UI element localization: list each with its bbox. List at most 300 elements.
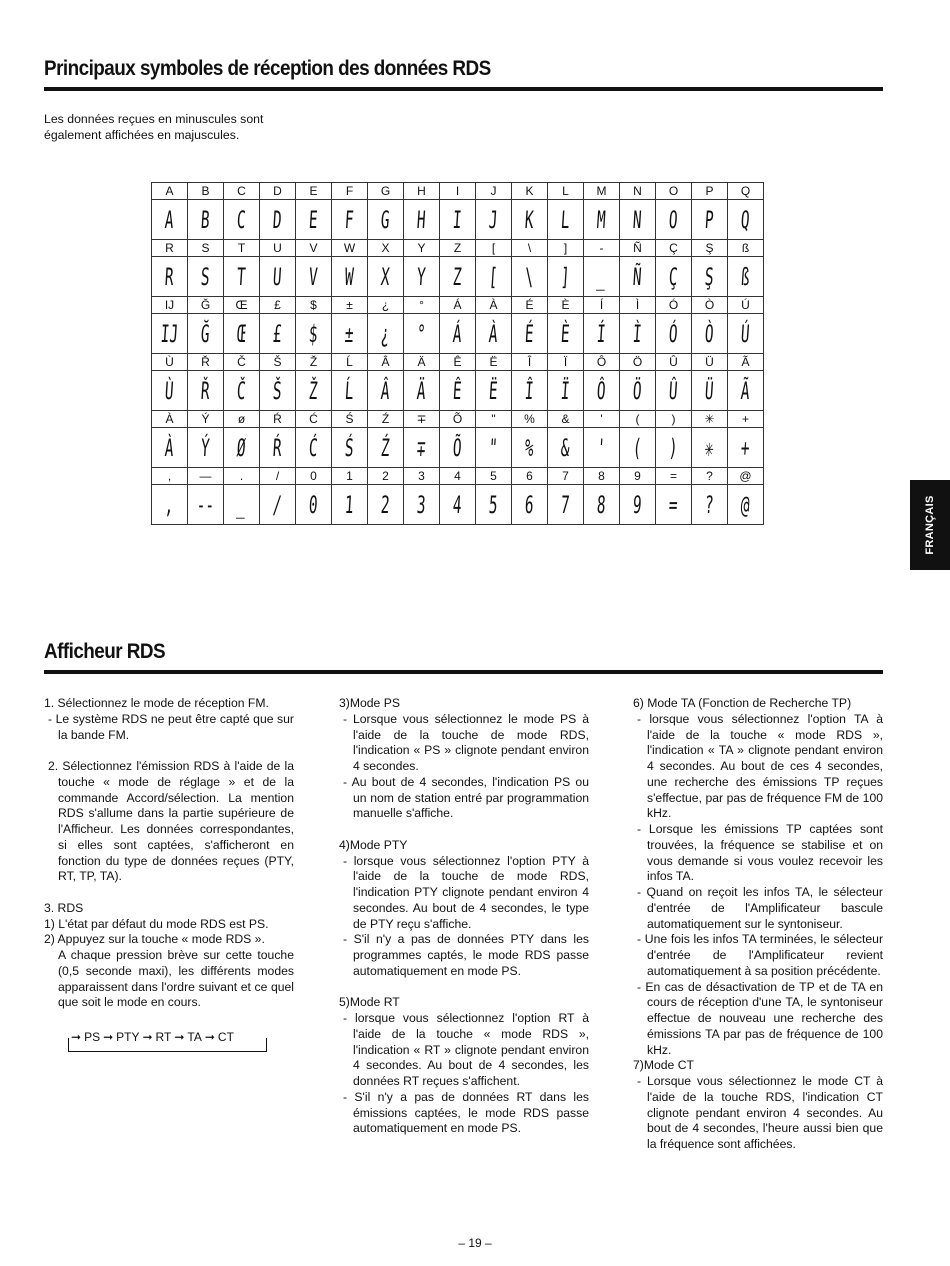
arrow-icon: ➞ <box>103 1030 114 1044</box>
segment-glyph: Ý <box>200 433 211 462</box>
segment-cell <box>296 485 332 525</box>
segment-glyph: X <box>380 262 391 291</box>
segment-cell <box>260 371 296 411</box>
paragraph: 7)Mode CT <box>633 1058 694 1073</box>
segment-cell <box>440 314 476 354</box>
segment-cell <box>440 428 476 468</box>
spacer <box>44 743 294 759</box>
char-label: Ş <box>692 240 728 257</box>
spacer <box>44 885 294 901</box>
segment-cell <box>152 314 188 354</box>
char-label: Ř <box>188 354 224 371</box>
segment-glyph: % <box>524 433 535 462</box>
segment-glyph: G <box>380 205 391 234</box>
segment-glyph: ✳ <box>704 433 715 462</box>
char-label: B <box>188 183 224 200</box>
char-segment-row <box>152 314 764 354</box>
segment-glyph: Ö <box>632 376 643 405</box>
segment-cell <box>152 428 188 468</box>
segment-cell <box>512 485 548 525</box>
segment-glyph: 9 <box>632 490 643 519</box>
segment-glyph: 7 <box>560 490 571 519</box>
paragraph: 4)Mode PTY <box>339 837 408 852</box>
paragraph: 3. RDS <box>44 900 84 915</box>
segment-cell <box>584 485 620 525</box>
segment-cell <box>404 314 440 354</box>
segment-glyph: 0 <box>308 490 319 519</box>
segment-glyph: È <box>560 319 571 348</box>
segment-glyph: Y <box>416 262 427 291</box>
section1-title: Principaux symboles de réception des données RDS <box>44 57 491 80</box>
segment-glyph: Œ <box>236 319 247 348</box>
segment-glyph: Ü <box>704 376 715 405</box>
char-label: 0 <box>296 468 332 485</box>
segment-glyph: V <box>308 262 319 291</box>
segment-glyph: IJ <box>159 319 180 348</box>
segment-glyph: Ô <box>596 376 607 405</box>
paragraph: - S'il n'y a pas de données RT dans les émissions captées, le mode RDS passe automatiquement en mode PS. <box>343 1089 589 1136</box>
arrow-icon: ➞ <box>142 1030 153 1044</box>
segment-glyph: P <box>704 205 715 234</box>
char-label: P <box>692 183 728 200</box>
char-label: Ź <box>368 411 404 428</box>
segment-glyph: Ĺ <box>344 376 355 405</box>
segment-cell <box>656 485 692 525</box>
paragraph: - Une fois les infos TA terminées, le sélecteur d'entrée de l'Amplificateur revient automatiquement à sa position précédente. <box>637 932 883 978</box>
char-segment-row <box>152 371 764 411</box>
paragraph: 3)Mode PS <box>339 696 400 710</box>
segment-glyph: ¿ <box>380 319 391 348</box>
char-label: Ç <box>656 240 692 257</box>
section1-intro <box>44 111 263 143</box>
segment-glyph: Ŕ <box>272 433 283 462</box>
segment-cell <box>584 200 620 240</box>
segment-cell <box>620 314 656 354</box>
segment-glyph: À <box>488 319 499 348</box>
segment-glyph: ' <box>596 433 607 462</box>
segment-cell <box>224 485 260 525</box>
char-label: ß <box>728 240 764 257</box>
segment-cell <box>260 428 296 468</box>
segment-cell <box>188 428 224 468</box>
segment-glyph: R <box>164 262 175 291</box>
char-label: ? <box>692 468 728 485</box>
segment-cell <box>260 200 296 240</box>
paragraph: 2) Appuyez sur la touche « mode RDS ». <box>44 932 265 947</box>
char-label: ] <box>548 240 584 257</box>
segment-cell <box>188 485 224 525</box>
paragraph: - lorsque vous sélectionnez l'option PTY à l'aide de la touche de mode RDS, l'indication PTY clignote pendant environ 4 secondes. Au bout de 4 secondes, le type de PTY reçu s'affiche. <box>343 853 589 931</box>
segment-glyph: I <box>452 205 463 234</box>
segment-glyph: Ã <box>740 376 751 405</box>
segment-cell <box>188 257 224 297</box>
segment-cell <box>728 428 764 468</box>
mode-item: PTY <box>116 1030 140 1044</box>
segment-cell <box>548 371 584 411</box>
segment-cell <box>296 257 332 297</box>
char-label: Q <box>728 183 764 200</box>
segment-cell <box>512 314 548 354</box>
segment-cell <box>584 257 620 297</box>
segment-glyph: @ <box>740 490 751 519</box>
char-label: Ś <box>332 411 368 428</box>
paragraph: 1) L'état par défaut du mode RDS est PS. <box>44 916 269 931</box>
char-segment-row <box>152 428 764 468</box>
char-label: — <box>188 468 224 485</box>
char-label: Ì <box>620 297 656 314</box>
segment-glyph: = <box>668 490 679 519</box>
segment-glyph: J <box>488 205 499 234</box>
segment-cell <box>584 428 620 468</box>
segment-cell <box>260 485 296 525</box>
segment-cell <box>332 257 368 297</box>
char-label: S <box>188 240 224 257</box>
rds-mode-cycle-diagram <box>68 1030 268 1052</box>
paragraph: - Quand on reçoit les infos TA, le sélecteur d'entrée de l'Amplificateur bascule automatiquement sur le syntoniseur. <box>637 885 883 931</box>
segment-glyph: [ <box>488 262 499 291</box>
segment-glyph: Ž <box>308 376 319 405</box>
cycle-line-bottom <box>68 1051 267 1052</box>
char-label: 9 <box>620 468 656 485</box>
char-label: ° <box>404 297 440 314</box>
segment-glyph: B <box>200 205 211 234</box>
intro-line: également affichées en majuscules. <box>44 128 240 142</box>
char-label: D <box>260 183 296 200</box>
paragraph: 5)Mode RT <box>339 995 400 1010</box>
segment-glyph: Ć <box>308 433 319 462</box>
paragraph: - S'il n'y a pas de données PTY dans les programmes captés, le mode RDS passe automatiquement en mode PS. <box>343 932 589 978</box>
segment-glyph: + <box>740 433 751 462</box>
intro-line: Les données reçues en minuscules sont <box>44 112 264 126</box>
char-label: Ö <box>620 354 656 371</box>
segment-cell <box>368 314 404 354</box>
char-label-row <box>152 240 764 257</box>
segment-glyph: _ <box>596 262 607 291</box>
char-label: " <box>476 411 512 428</box>
segment-cell <box>656 371 692 411</box>
segment-cell <box>692 371 728 411</box>
segment-glyph: E <box>308 205 319 234</box>
segment-cell <box>152 485 188 525</box>
paragraph: - En cas de désactivation de TP et de TA en cours de réception d'une TA, le syntoniseur effectue de nouveau une recherche des émissions TA par pas de fréquence de 100 kHz. <box>637 979 883 1057</box>
segment-glyph: \ <box>524 262 535 291</box>
segment-glyph: U <box>272 262 283 291</box>
char-label-row <box>152 411 764 428</box>
segment-glyph: Í <box>596 319 607 348</box>
segment-glyph: _ <box>236 490 247 519</box>
segment-glyph: Ë <box>488 376 499 405</box>
paragraph: - Lorsque vous sélectionnez le mode PS à l'aide de la touche de mode RDS, l'indication « PS » clignote pendant environ 4 secondes. <box>343 711 589 773</box>
segment-cell <box>368 257 404 297</box>
paragraph: - lorsque vous sélectionnez l'option TA à l'aide de la touche « mode RDS », l'indication « TA » clignote pendant environ 4 secondes. Au bout de ces 4 secondes, une recherche des émissions TP reçues s'effectue, par pas de fréquence FM de 100 kHz. <box>637 711 883 821</box>
segment-cell <box>476 200 512 240</box>
segment-cell <box>224 257 260 297</box>
segment-glyph: Û <box>668 376 679 405</box>
segment-cell <box>332 371 368 411</box>
segment-glyph: & <box>560 433 571 462</box>
paragraph: - Lorsque vous sélectionnez le mode CT à l'aide de la touche RDS, l'indication CT clignote pendant environ 4 secondes. Au bout de 4 secondes, l'heure aussi bien que la fréquence sont affichées. <box>637 1074 883 1151</box>
segment-cell <box>332 314 368 354</box>
segment-glyph: L <box>560 205 571 234</box>
segment-cell <box>224 371 260 411</box>
char-label: - <box>584 240 620 257</box>
segment-cell <box>296 428 332 468</box>
spacer <box>339 980 589 996</box>
segment-glyph: ° <box>416 319 427 348</box>
segment-glyph: K <box>524 205 535 234</box>
segment-glyph: Ì <box>632 319 643 348</box>
char-label: ∓ <box>404 411 440 428</box>
char-label: IJ <box>152 297 188 314</box>
char-label: Ë <box>476 354 512 371</box>
segment-glyph: Õ <box>452 433 463 462</box>
segment-cell <box>584 314 620 354</box>
segment-cell <box>368 428 404 468</box>
paragraph: 2. Sélectionnez l'émission RDS à l'aide de la touche « mode de réglage » et de la commande Accord/sélection. La mention RDS s'allume dans la partie supérieure de l'Afficheur. Les données correspondantes, si elles sont captées, s'afficheront en fonction du type de données reçues (PTY, RT, TP, TA). <box>48 759 294 884</box>
char-label: Ê <box>440 354 476 371</box>
char-label: 3 <box>404 468 440 485</box>
segment-glyph: $ <box>308 319 319 348</box>
char-label: I <box>440 183 476 200</box>
char-segment-row <box>152 257 764 297</box>
segment-glyph: 1 <box>344 490 355 519</box>
segment-cell <box>296 371 332 411</box>
instructions-column-1 <box>44 696 294 1011</box>
section2-title: Afficheur RDS <box>44 640 166 663</box>
char-label: . <box>224 468 260 485</box>
segment-glyph: Š <box>272 376 283 405</box>
segment-cell <box>728 257 764 297</box>
char-label: $ <box>296 297 332 314</box>
char-label: & <box>548 411 584 428</box>
segment-cell <box>548 428 584 468</box>
segment-cell <box>188 371 224 411</box>
segment-glyph: Ó <box>668 319 679 348</box>
segment-cell <box>476 485 512 525</box>
segment-glyph: Á <box>452 319 463 348</box>
segment-glyph: ( <box>632 433 643 462</box>
char-label: T <box>224 240 260 257</box>
char-label: Ğ <box>188 297 224 314</box>
char-label: Í <box>584 297 620 314</box>
segment-cell <box>692 428 728 468</box>
char-label: O <box>656 183 692 200</box>
segment-glyph: ß <box>740 262 751 291</box>
segment-cell <box>620 200 656 240</box>
char-label: Á <box>440 297 476 314</box>
char-label: Ò <box>692 297 728 314</box>
segment-cell <box>332 200 368 240</box>
segment-glyph: Ş <box>704 262 715 291</box>
char-label: Î <box>512 354 548 371</box>
segment-cell <box>584 371 620 411</box>
page-number: – 19 – <box>458 1236 492 1250</box>
char-label: 5 <box>476 468 512 485</box>
segment-glyph: Ï <box>560 376 571 405</box>
char-label: \ <box>512 240 548 257</box>
paragraph: A chaque pression brève sur cette touche (0,5 seconde maxi), les différents modes apparaissent dans l'ordre suivant et ce quel que soit le mode en cours. <box>58 948 294 1010</box>
char-label: A <box>152 183 188 200</box>
char-label: Ž <box>296 354 332 371</box>
char-label: Ä <box>404 354 440 371</box>
segment-glyph: , <box>164 490 175 519</box>
paragraph: - Le système RDS ne peut être capté que sur la bande FM. <box>48 711 294 742</box>
char-label: Š <box>260 354 296 371</box>
char-label: À <box>152 411 188 428</box>
segment-cell <box>656 200 692 240</box>
segment-glyph: Ř <box>200 376 211 405</box>
segment-cell <box>548 485 584 525</box>
char-label: % <box>512 411 548 428</box>
segment-glyph: 5 <box>488 490 499 519</box>
segment-cell <box>332 485 368 525</box>
segment-cell <box>548 314 584 354</box>
char-label-row <box>152 183 764 200</box>
segment-glyph: ? <box>704 490 715 519</box>
char-label: + <box>728 411 764 428</box>
char-label: Â <box>368 354 404 371</box>
segment-glyph: Ø <box>236 433 247 462</box>
char-label: Ý <box>188 411 224 428</box>
segment-glyph: A <box>164 205 175 234</box>
segment-cell <box>368 485 404 525</box>
char-label: [ <box>476 240 512 257</box>
segment-cell <box>440 257 476 297</box>
char-label: ) <box>656 411 692 428</box>
char-label: @ <box>728 468 764 485</box>
char-label: Č <box>224 354 260 371</box>
segment-glyph: O <box>668 205 679 234</box>
segment-glyph: ) <box>668 433 679 462</box>
segment-glyph: C <box>236 205 247 234</box>
segment-cell <box>728 314 764 354</box>
char-label: G <box>368 183 404 200</box>
char-label: / <box>260 468 296 485</box>
segment-cell <box>152 257 188 297</box>
char-segment-row <box>152 485 764 525</box>
segment-glyph: Z <box>452 262 463 291</box>
char-label: Ï <box>548 354 584 371</box>
char-label: £ <box>260 297 296 314</box>
segment-cell <box>548 200 584 240</box>
segment-cell <box>260 257 296 297</box>
char-label: ' <box>584 411 620 428</box>
paragraph: - Au bout de 4 secondes, l'indication PS ou un nom de station entré par programmation manuelle s'affiche. <box>343 774 589 821</box>
segment-glyph: T <box>236 262 247 291</box>
char-label: È <box>548 297 584 314</box>
segment-cell <box>620 428 656 468</box>
segment-cell <box>620 485 656 525</box>
segment-cell <box>224 428 260 468</box>
segment-glyph: Ú <box>740 319 751 348</box>
segment-cell <box>404 257 440 297</box>
segment-cell <box>476 428 512 468</box>
segment-cell <box>512 200 548 240</box>
segment-cell <box>368 200 404 240</box>
spacer <box>339 822 589 838</box>
char-label: 1 <box>332 468 368 485</box>
segment-glyph: ] <box>560 262 571 291</box>
char-label: ✳ <box>692 411 728 428</box>
mode-item: PS <box>84 1030 101 1044</box>
segment-cell <box>440 200 476 240</box>
char-label: É <box>512 297 548 314</box>
segment-glyph: D <box>272 205 283 234</box>
char-label: E <box>296 183 332 200</box>
char-label: Ú <box>728 297 764 314</box>
mode-item: TA <box>187 1030 202 1044</box>
cycle-items <box>68 1030 234 1044</box>
segment-glyph: 3 <box>416 490 427 519</box>
arrow-icon: ➞ <box>174 1030 185 1044</box>
char-label: ± <box>332 297 368 314</box>
segment-cell <box>260 314 296 354</box>
mode-item: RT <box>155 1030 172 1044</box>
char-label: 7 <box>548 468 584 485</box>
segment-glyph: Ù <box>164 376 175 405</box>
char-label: ¿ <box>368 297 404 314</box>
segment-glyph: Î <box>524 376 535 405</box>
segment-glyph: " <box>488 433 499 462</box>
segment-cell <box>224 200 260 240</box>
segment-glyph: M <box>596 205 607 234</box>
char-label: V <box>296 240 332 257</box>
segment-glyph: 6 <box>524 490 535 519</box>
segment-glyph: É <box>524 319 535 348</box>
segment-cell <box>620 371 656 411</box>
segment-cell <box>728 371 764 411</box>
segment-cell <box>152 371 188 411</box>
segment-glyph: £ <box>272 319 283 348</box>
segment-glyph: N <box>632 205 643 234</box>
char-label: X <box>368 240 404 257</box>
segment-cell <box>404 485 440 525</box>
char-label: M <box>584 183 620 200</box>
segment-cell <box>476 257 512 297</box>
char-label: Ó <box>656 297 692 314</box>
segment-cell <box>728 200 764 240</box>
segment-glyph: H <box>416 205 427 234</box>
char-label: L <box>548 183 584 200</box>
segment-glyph: Ź <box>380 433 391 462</box>
segment-glyph: F <box>344 205 355 234</box>
segment-cell <box>692 200 728 240</box>
char-label: 2 <box>368 468 404 485</box>
segment-glyph: 8 <box>596 490 607 519</box>
segment-glyph: -- <box>195 490 216 519</box>
char-label: Ć <box>296 411 332 428</box>
char-label: W <box>332 240 368 257</box>
segment-cell <box>656 257 692 297</box>
segment-cell <box>332 428 368 468</box>
segment-glyph: 2 <box>380 490 391 519</box>
segment-cell <box>692 485 728 525</box>
segment-glyph: Ç <box>668 262 679 291</box>
char-label: U <box>260 240 296 257</box>
char-label: = <box>656 468 692 485</box>
instructions-column-3 <box>633 696 883 1153</box>
segment-cell <box>296 200 332 240</box>
segment-cell <box>692 314 728 354</box>
segment-glyph: Ñ <box>632 262 643 291</box>
segment-cell <box>440 371 476 411</box>
char-label: 8 <box>584 468 620 485</box>
segment-cell <box>512 428 548 468</box>
char-label: À <box>476 297 512 314</box>
segment-glyph: Ğ <box>200 319 211 348</box>
char-label: ( <box>620 411 656 428</box>
char-label: Ô <box>584 354 620 371</box>
